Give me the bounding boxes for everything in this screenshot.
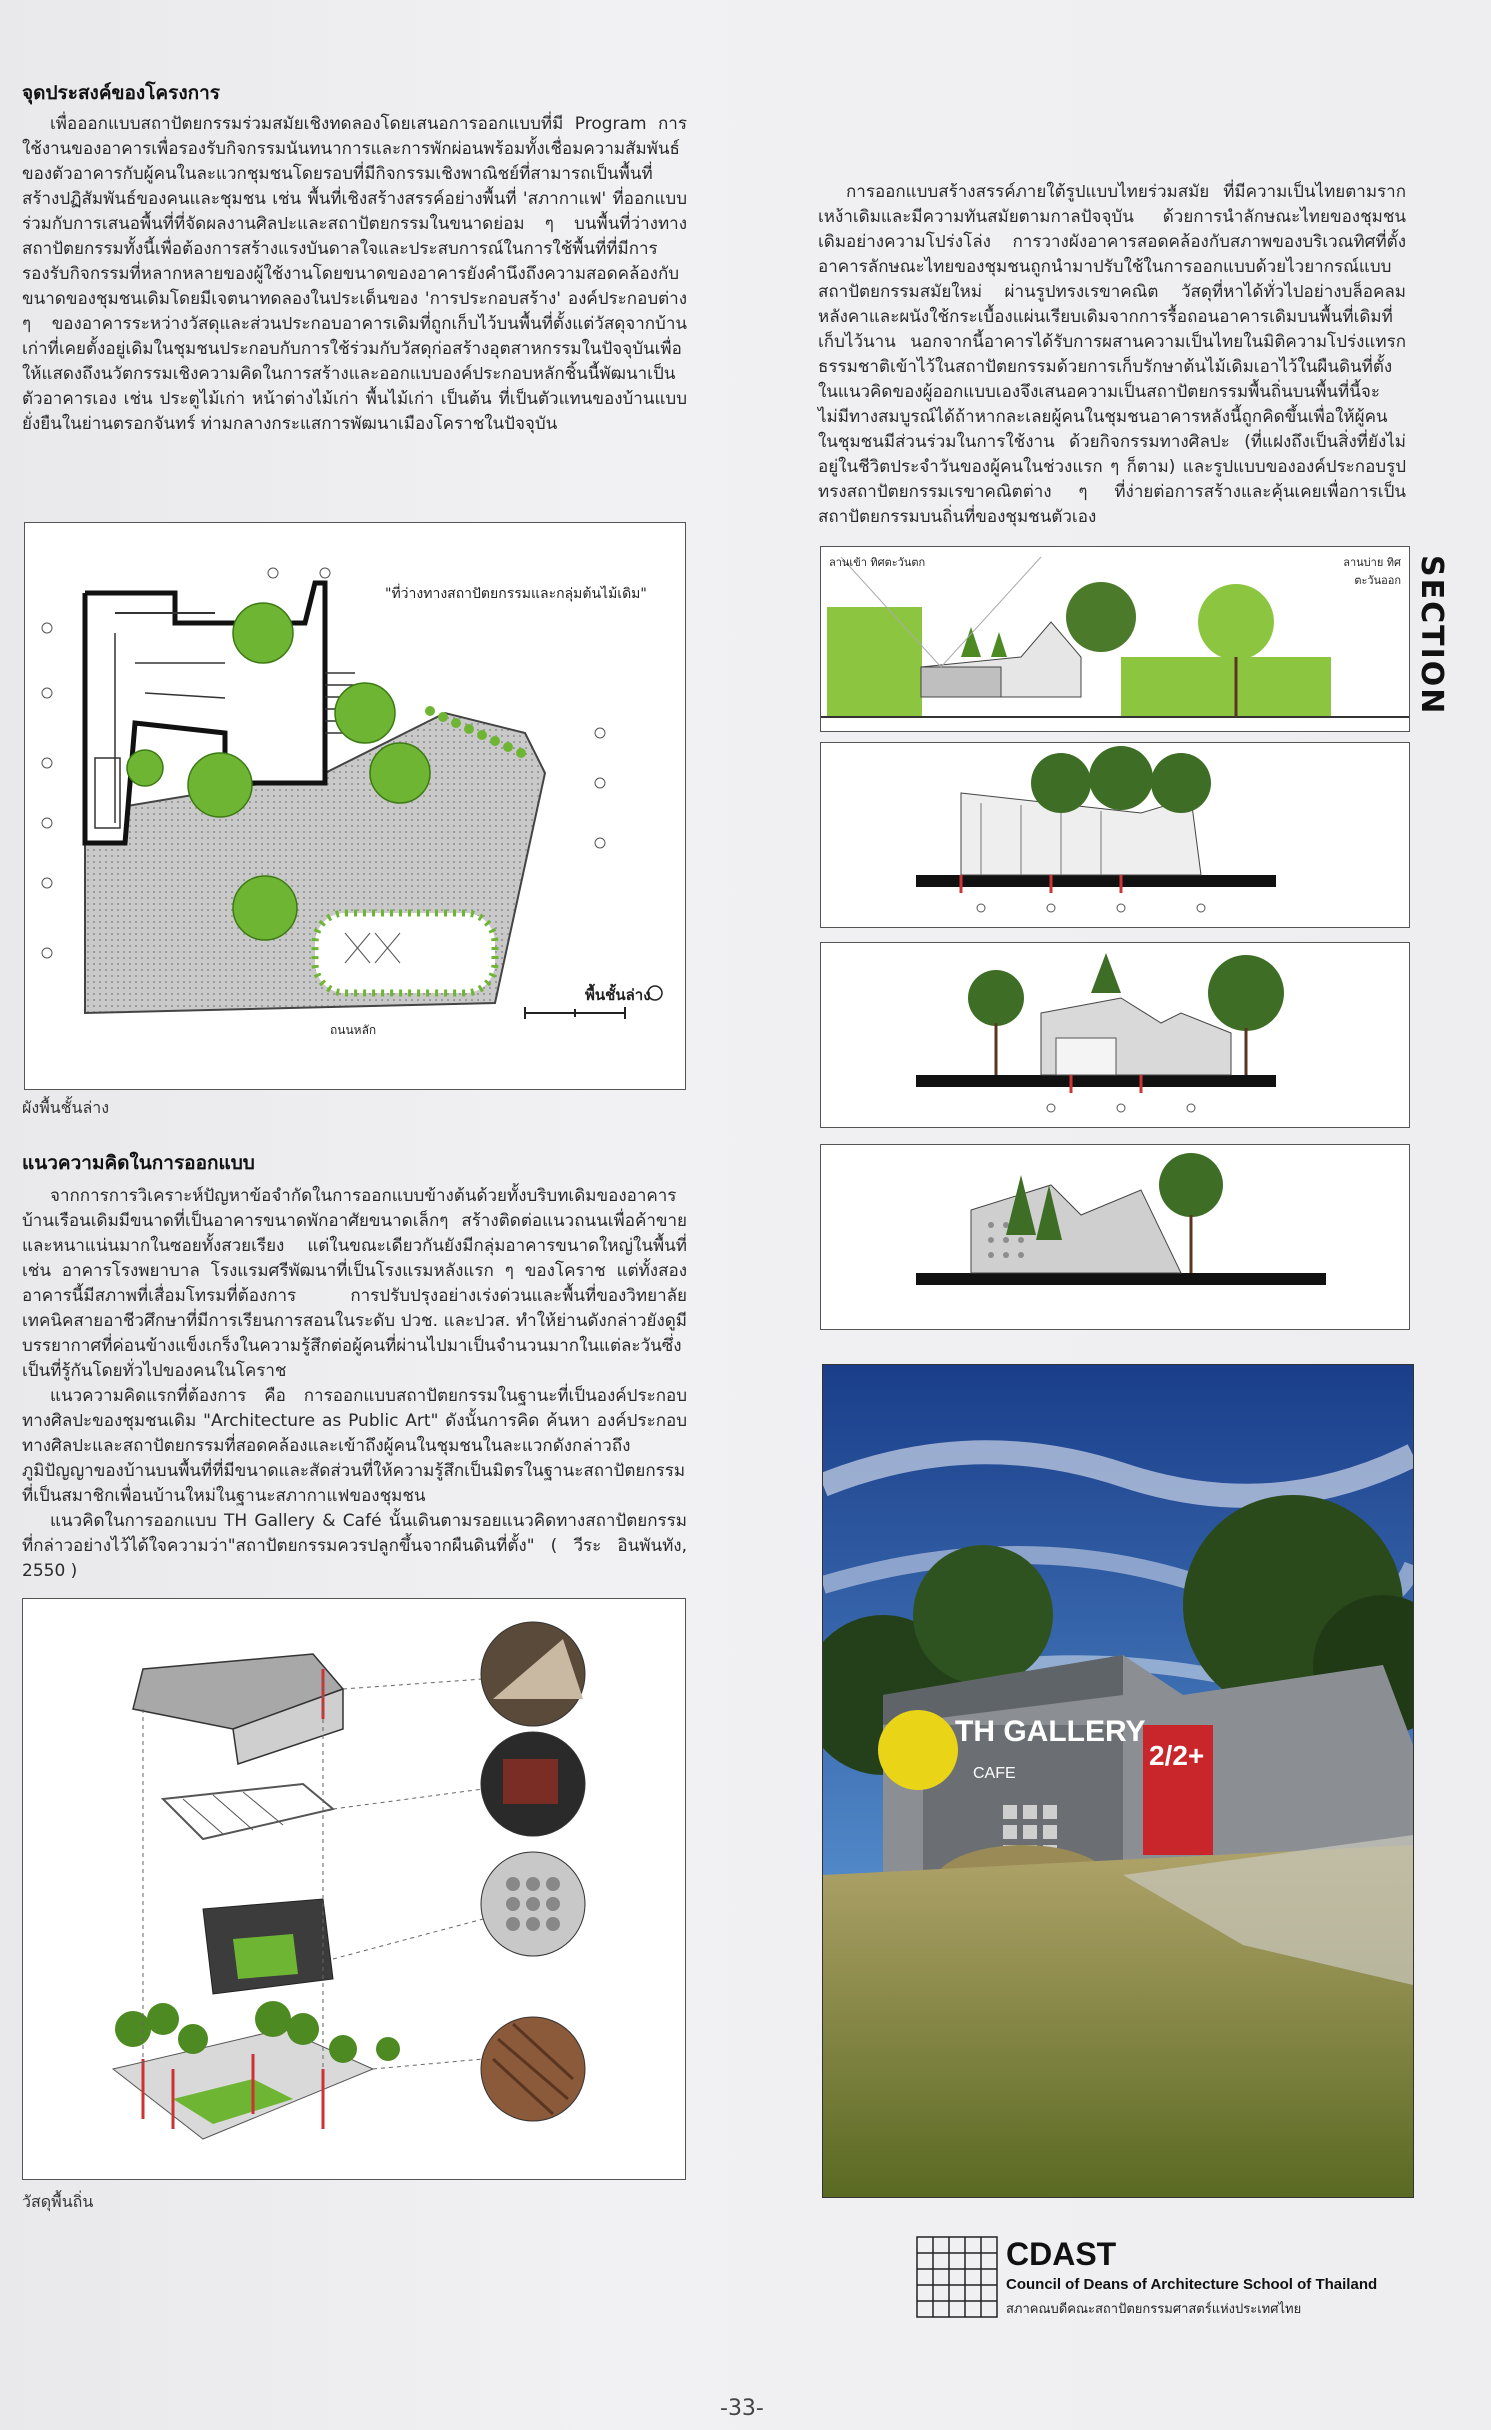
concept-paragraph-1: จากการการวิเคราะห์ปัญหาข้อจำกัดในการออกแบบข้างต้นด้วยทั้งบริบทเดิมของอาคารบ้านเรือนเดิมมีขนาดที่เป็นอาคารขนาดพักอาศัยขนาดเล็กๆ สร้างติดต่อแนวถนนเพื่อค้าขายและหนาแน่นมากในซอยทั้งสวยเรียง แต่ในขณะเดียวกันยังมีกลุ่มอาคารขนาดใหญ่ในพื้นที่เช่น อาคารโรงพยาบาล โรงแรมศรีพัฒนาที่เป็นโรงแรมหลังแรก ๆ ของโคราช แต่ทั้งสองอาคารนี้มีสภาพที่เสื่อมโทรมที่ต้องการ การปรับปรุงอย่างเร่งด่วนและพื้นที่ของวิทยาลัยเทคนิคสายอาชีวศึกษาที่มีการเรียนการสอนในระดับ ปวช. และปวส. ทำให้ย่านดังกล่าวยังดูมีบรรยากาศที่ค่อนข้างแข็งเกร็งในความรู้สึกต่อผู้คนที่ผ่านไปมาเป็นจำนวนมากในแต่ละวันซึ่งเป็นที่รู้กันโดยทั่วไปของคนในโคราช: [22, 1186, 687, 1381]
cdast-logo: [916, 2232, 1416, 2324]
concept-block: [22, 1148, 687, 1584]
concept-heading: แนวความคิดในการออกแบบ: [22, 1152, 255, 1174]
section-3-svg: [821, 943, 1409, 1127]
section-2-svg: [821, 743, 1409, 927]
intro-block: [818, 180, 1406, 530]
plan-floor-label: พื้นชั้นล่าง: [585, 986, 651, 1004]
exploded-axonometric: [23, 1599, 685, 2179]
logo-subtitle-thai: สภาคณบดีคณะสถาปัตยกรรมศาสตร์แห่งประเทศไทย: [1006, 2302, 1302, 2317]
floor-plan-caption: ผังพื้นชั้นล่าง: [22, 1098, 110, 1117]
section-1-left-label: ลานเข้า ทิศตะวันตก: [829, 556, 926, 569]
photo-cafe-sign: CAFE: [973, 1765, 1016, 1782]
section-drawing-4: [820, 1144, 1410, 1330]
photo-red-sign: 2/2+: [1149, 1740, 1205, 1771]
building-photo: [822, 1364, 1414, 2198]
section-drawing-3: [820, 942, 1410, 1128]
section-1-right-label: ลานบ่าย ทิศตะวันออก: [1343, 556, 1401, 587]
intro-text: การออกแบบสร้างสรรค์ภายใต้รูปแบบไทยร่วมสมัย ที่มีความเป็นไทยตามรากเหง้าเดิมและมีความทันสมัยตามกาลปัจจุบัน ด้วยการนำลักษณะไทยของชุมชนเดิมอย่างความโปร่งโล่ง การวางผังอาคารสอดคล้องกับสภาพของบริเวณทิศที่ตั้งอาคารลักษณะไทยของชุมชนถูกนำมาปรับใช้ในการออกแบบด้วยไวยากรณ์แบบสถาปัตยกรรมสมัยใหม่ ผ่านรูปทรงเรขาคณิต วัสดุที่หาได้ทั่วไปอย่างบล็อคลม หลังคาและผนังใช้กระเบื้องแผ่นเรียบเดิมจากการรื้อถอนอาคารเดิมบนพื้นที่เดิมที่เก็บไว้นาน นอกจากนี้อาคารได้รับการผสานความเป็นไทยในมิติความโปร่งแทรกธรรมชาติเข้าไว้ในสถาปัตยกรรมด้วยการเก็บรักษาต้นไม้เดิมเอาไว้ในผืนดินที่ตั้ง ในแนวคิดของผู้ออกแบบเองจึงเสนอความเป็นสถาปัตยกรรมพื้นถิ่นบนพื้นที่นี้จะไม่มีทางสมบูรณ์ได้ถ้าหากละเลยผู้คนในชุมชนอาคารหลังนี้ถูกคิดขึ้นเพื่อให้ผู้คนในชุมชนมีส่วนร่วมในการใช้งาน ด้วยกิจกรรมทางศิลปะ (ที่แฝงถึงเป็นสิ่งที่ยังไม่อยู่ในชีวิตประจำวันของผู้คนในช่วงแรก ๆ ก็ตาม) และรูปแบบขององค์ประกอบรูปทรงสถาปัตยกรรมเรขาคณิตต่าง ๆ ที่ง่ายต่อการสร้างและคุ้นเคยเพื่อการเป็นสถาปัตยกรรมบนถิ่นที่ของชุมชนตัวเอง: [818, 182, 1406, 527]
concept-paragraph-3: แนวคิดในการออกแบบ TH Gallery & Café นั้นเดินตามรอยแนวคิดทางสถาปัตยกรรมที่กล่าวอย่างไว้ได้ใจความว่า"สถาปัตยกรรมควรปลูกขึ้นจากผืนดินที่ตั้ง" ( วีระ อินพันทัง, 2550 ): [22, 1511, 687, 1581]
materials-caption: วัสดุพื้นถิ่น: [22, 2192, 94, 2211]
objectives-block: [22, 78, 687, 437]
concept-paragraph-2: แนวความคิดแรกที่ต้องการ คือ การออกแบบสถาปัตยกรรมในฐานะที่เป็นองค์ประกอบทางศิลปะของชุมชนเดิม "Architecture as Public Art" ดังนั้นการคิด ค้นหา องค์ประกอบทางศิลปะและสถาปัตยกรรมที่สอดคล้องและเข้าถึงผู้คนในชุมชนในละแวกดังกล่าวถึงภูมิปัญญาของบ้านบนพื้นที่ที่มีขนาดและสัดส่วนที่ให้ความรู้สึกเป็นมิตรในฐานะสถาปัตยกรรมที่เป็นสมาชิกเพื่อนบ้านใหม่ในฐานะสภากาแฟของชุมชน: [22, 1386, 687, 1506]
section-label: SECTION: [1414, 555, 1449, 716]
objectives-heading: จุดประสงค์ของโครงการ: [22, 82, 220, 104]
photo-gallery-sign: TH GALLERY: [955, 1715, 1146, 1748]
section-drawing-1: [820, 546, 1410, 732]
page-number: -33-: [720, 2396, 764, 2421]
logo-title: CDAST: [1006, 2236, 1117, 2272]
plan-road-label: ถนนหลัก: [330, 1023, 377, 1037]
floor-plan-figure: [24, 522, 686, 1090]
objectives-text: เพื่อออกแบบสถาปัตยกรรมร่วมสมัยเชิงทดลองโดยเสนอการออกแบบที่มี Program การใช้งานของอาคารเพื่อรองรับกิจกรรมนันทนาการและการพักผ่อนพร้อมทั้งเชื่อมความสัมพันธ์ของตัวอาคารกับผู้คนในละแวกชุมชนโดยรอบที่มีกิจกรรมเชิงพาณิชย์ที่สามารถเป็นพื้นที่สร้างปฏิสัมพันธ์ของคนและชุมชน เช่น พื้นที่เชิงสร้างสรรค์อย่างพื้นที่ 'สภากาแฟ' ที่ออกแบบร่วมกับการเสนอพื้นที่ที่จัดผลงานศิลปะและสถาปัตยกรรมในขนาดย่อม ๆ บนพื้นที่ว่างทางสถาปัตยกรรมทั้งนี้เพื่อต้องการสร้างแรงบันดาลใจและประสบการณ์ในการใช้พื้นที่ที่มีการรองรับกิจกรรมที่หลากหลายของผู้ใช้งานโดยขนาดของอาคารยังคำนึงถึงความสอดคล้องกับขนาดของชุมชนเดิมโดยมีเจตนาทดลองในประเด็นของ 'การประกอบสร้าง' องค์ประกอบต่าง ๆ ของอาคารระหว่างวัสดุและส่วนประกอบอาคารเดิมที่ถูกเก็บไว้บนพื้นที่ตั้งแต่วัสดุจากบ้านเก่าที่เคยตั้งอยู่เดิมในชุมชนประกอบกับการใช้ร่วมกับวัสดุก่อสร้างอุตสาหกรรมในปัจจุบันเพื่อให้แสดงถึงนวัตกรรมเชิงความคิดในการสร้างและออกแบบองค์ประกอบหลักชิ้นนี้พัฒนาเป็นตัวอาคารเอง เช่น ประตูไม้เก่า หน้าต่างไม้เก่า พื้นไม้เก่า เป็นต้น ที่เป็นตัวแทนของบ้านแบบยั่งยืนในย่านตรอกจันทร์ ท่ามกลางกระแสการพัฒนาเมืองโคราชในปัจจุบัน: [22, 114, 687, 434]
photo-svg: [823, 1365, 1413, 2197]
section-drawing-2: [820, 742, 1410, 928]
cdast-logo-grid-icon: [916, 2236, 998, 2318]
section-4-svg: [821, 1145, 1409, 1329]
logo-subtitle: Council of Deans of Architecture School of Thailand: [1006, 2276, 1378, 2293]
materials-figure: [22, 1598, 686, 2180]
plan-title: "ที่ว่างทางสถาปัตยกรรมและกลุ่มต้นไม้เดิม": [385, 586, 647, 602]
